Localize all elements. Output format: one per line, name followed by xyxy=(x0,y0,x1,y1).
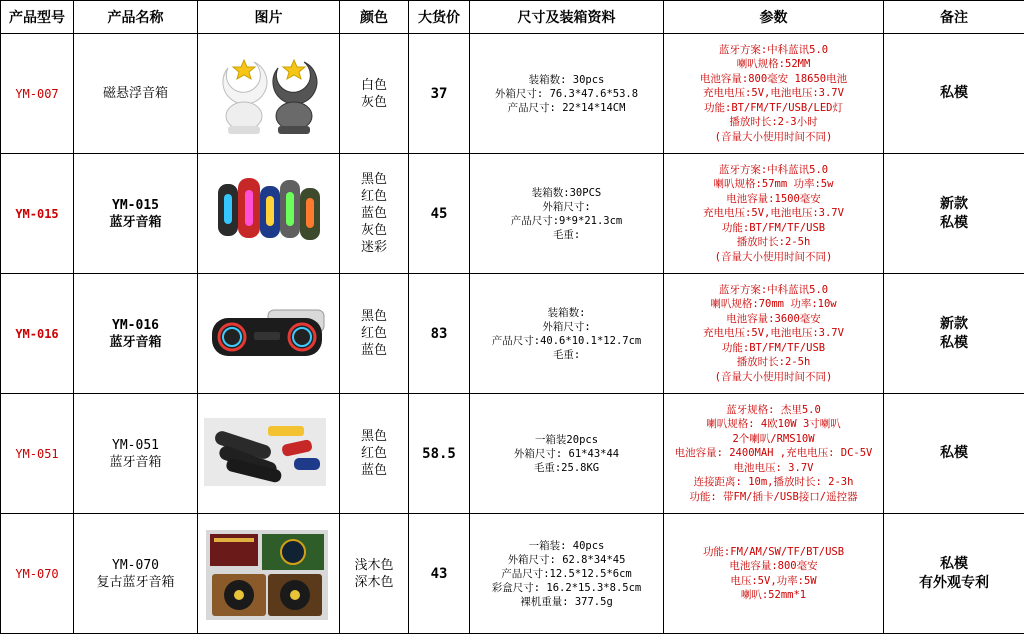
param-line: 喇叭规格: 4欧10W 3寸喇叭 xyxy=(706,418,841,431)
param-line: 蓝牙方案:中科蓝讯5.0 xyxy=(718,163,829,176)
param-line: 功能: 带FM/插卡/USB接口/遥控器 xyxy=(689,490,858,503)
size-line: 装箱数:30PCS xyxy=(531,186,602,199)
note-line: 新款 xyxy=(940,195,968,212)
color-item: 蓝色 xyxy=(360,206,387,221)
param-line: 电池容量: 2400MAH ,充电电压: DC-5V xyxy=(674,447,873,460)
name-line: YM-070 xyxy=(112,557,159,573)
color-item: 黑色 xyxy=(360,172,387,187)
table-header-row xyxy=(1,1,1024,34)
image-cell xyxy=(198,394,340,514)
header-image: 图片 xyxy=(198,1,340,34)
color-item: 灰色 xyxy=(360,223,387,238)
model-cell: YM-015 xyxy=(1,154,74,274)
size-cell xyxy=(470,34,664,154)
color-cell xyxy=(340,394,409,514)
header-color: 颜色 xyxy=(340,1,409,34)
color-item: 浅木色 xyxy=(354,557,394,573)
note-cell xyxy=(884,514,1024,634)
params-cell xyxy=(664,154,884,274)
color-item: 红色 xyxy=(360,326,387,341)
size-line: 外箱尺寸: xyxy=(542,320,591,333)
size-line: 外箱尺寸: xyxy=(542,200,591,213)
price-cell: 37 xyxy=(409,34,470,154)
param-line: 电池容量:800毫安 18650电池 xyxy=(699,72,848,85)
size-line: 彩盒尺寸: 16.2*15.3*8.5cm xyxy=(491,581,642,594)
cylinder-speakers-icon xyxy=(216,174,322,254)
note-cell xyxy=(884,154,1024,274)
name-line: 蓝牙音箱 xyxy=(109,214,162,230)
color-item: 蓝色 xyxy=(360,343,387,358)
name-line: 复古蓝牙音箱 xyxy=(96,574,175,590)
size-line: 毛重: xyxy=(552,228,581,241)
size-line: 一箱装: 40pcs xyxy=(528,539,605,552)
params-cell xyxy=(664,514,884,634)
param-line: 电池容量:3600毫安 xyxy=(726,312,821,325)
param-line: 功能:FM/AM/SW/TF/BT/USB xyxy=(702,545,845,558)
param-line: 功能:BT/FM/TF/USB xyxy=(721,221,826,234)
param-line: 蓝牙规格: 杰里5.0 xyxy=(726,403,821,416)
speaker-moon-star-icon xyxy=(214,48,324,138)
header-params: 参数 xyxy=(664,1,884,34)
name-cell xyxy=(74,514,198,634)
bar-speaker-icon xyxy=(210,308,328,360)
table-row xyxy=(1,514,1024,634)
note-line: 有外观专利 xyxy=(919,574,989,591)
name-cell xyxy=(74,34,198,154)
header-model: 产品型号 xyxy=(1,1,74,34)
param-line: 功能:BT/FM/TF/USB/LED灯 xyxy=(704,101,843,114)
param-line: 电池容量:1500毫安 xyxy=(726,192,821,205)
color-item: 白色 xyxy=(360,77,387,93)
note-line: 私模 xyxy=(940,85,968,101)
color-item: 蓝色 xyxy=(360,463,387,478)
header-note: 备注 xyxy=(884,1,1024,34)
header-size: 尺寸及装箱资料 xyxy=(470,1,664,34)
name-line: 蓝牙音箱 xyxy=(109,454,162,470)
note-line: 私模 xyxy=(940,555,968,572)
color-cell xyxy=(340,514,409,634)
image-cell xyxy=(198,514,340,634)
param-line: 播放时长:2-5h xyxy=(736,236,811,249)
param-line: 2个喇叭/RMS10W xyxy=(732,432,815,445)
size-line: 裸机重量: 377.5g xyxy=(520,595,613,608)
table-row xyxy=(1,394,1024,514)
name-line: 蓝牙音箱 xyxy=(109,334,162,350)
image-cell xyxy=(198,34,340,154)
model-cell: YM-051 xyxy=(1,394,74,514)
name-line: YM-051 xyxy=(112,437,159,453)
param-line: 电池电压: 3.7V xyxy=(733,461,814,474)
model-cell: YM-070 xyxy=(1,514,74,634)
size-line: 装箱数: 30pcs xyxy=(528,73,605,86)
params-cell xyxy=(664,274,884,394)
model-cell: YM-007 xyxy=(1,34,74,154)
param-line: 功能:BT/FM/TF/USB xyxy=(721,341,826,354)
size-cell xyxy=(470,394,664,514)
name-line: 磁悬浮音箱 xyxy=(102,86,168,101)
param-line: (音量大小使用时间不同) xyxy=(714,370,833,383)
size-line: 产品尺寸:9*9*21.3cm xyxy=(510,214,623,227)
size-line: 产品尺寸: 22*14*14CM xyxy=(507,101,626,114)
image-cell xyxy=(198,274,340,394)
table-row xyxy=(1,274,1024,394)
params-cell xyxy=(664,394,884,514)
size-line: 外箱尺寸: 61*43*44 xyxy=(513,447,620,460)
header-price: 大货价 xyxy=(409,1,470,34)
color-item: 红色 xyxy=(360,446,387,461)
table-row xyxy=(1,34,1024,154)
param-line: 播放时长:2-5h xyxy=(736,356,811,369)
param-line: 喇叭:52mm*1 xyxy=(740,589,807,601)
param-line: 喇叭规格:57mm 功率:5w xyxy=(713,178,834,191)
param-line: 喇叭规格:70mm 功率:10w xyxy=(710,298,837,311)
size-line: 外箱尺寸: 62.8*34*45 xyxy=(507,553,626,566)
name-cell xyxy=(74,154,198,274)
note-line: 新款 xyxy=(940,315,968,332)
param-line: 电压:5V,功率:5W xyxy=(730,574,817,587)
param-line: 充电电压:5V,电池电压:3.7V xyxy=(703,87,844,100)
color-item: 灰色 xyxy=(360,94,387,110)
price-cell: 58.5 xyxy=(409,394,470,514)
color-item: 深木色 xyxy=(354,574,394,590)
size-line: 毛重:25.8KG xyxy=(533,461,600,474)
retro-turntable-speaker-icon xyxy=(206,530,328,620)
note-cell xyxy=(884,274,1024,394)
size-line: 产品尺寸:40.6*10.1*12.7cm xyxy=(491,334,642,347)
name-cell xyxy=(74,394,198,514)
param-line: 充电电压:5V,电池电压:3.7V xyxy=(703,207,844,220)
model-cell: YM-016 xyxy=(1,274,74,394)
size-line: 外箱尺寸: 76.3*47.6*53.8 xyxy=(494,87,639,100)
note-cell xyxy=(884,394,1024,514)
name-cell xyxy=(74,274,198,394)
param-line: (音量大小使用时间不同) xyxy=(714,130,833,143)
color-item: 迷彩 xyxy=(360,240,387,255)
table-row xyxy=(1,154,1024,274)
color-item: 黑色 xyxy=(360,309,387,324)
param-line: 喇叭规格:52MM xyxy=(736,58,811,71)
param-line: (音量大小使用时间不同) xyxy=(714,250,833,263)
color-cell xyxy=(340,154,409,274)
name-line: YM-015 xyxy=(112,197,159,213)
param-line: 连接距离: 10m,播放时长: 2-3h xyxy=(693,476,854,489)
name-line: YM-016 xyxy=(112,317,159,333)
params-cell xyxy=(664,34,884,154)
param-line: 蓝牙方案:中科蓝讯5.0 xyxy=(718,283,829,296)
param-line: 播放时长:2-3小时 xyxy=(729,116,818,129)
price-cell: 43 xyxy=(409,514,470,634)
size-cell xyxy=(470,274,664,394)
tube-speakers-icon xyxy=(204,418,326,486)
price-cell: 45 xyxy=(409,154,470,274)
size-line: 一箱装20pcs xyxy=(534,433,599,446)
color-cell xyxy=(340,274,409,394)
color-item: 红色 xyxy=(360,189,387,204)
size-line: 产品尺寸:12.5*12.5*6cm xyxy=(501,567,632,580)
color-cell xyxy=(340,34,409,154)
size-cell xyxy=(470,514,664,634)
color-item: 黑色 xyxy=(360,429,387,444)
image-cell xyxy=(198,154,340,274)
size-line: 装箱数: xyxy=(547,306,586,319)
size-line: 毛重: xyxy=(552,348,581,361)
param-line: 电池容量:800毫安 xyxy=(729,560,818,572)
param-line: 蓝牙方案:中科蓝讯5.0 xyxy=(718,43,829,56)
param-line: 充电电压:5V,电池电压:3.7V xyxy=(703,327,844,340)
note-line: 私模 xyxy=(940,214,968,231)
note-cell xyxy=(884,34,1024,154)
price-cell: 83 xyxy=(409,274,470,394)
note-line: 私模 xyxy=(940,445,968,461)
header-name: 产品名称 xyxy=(74,1,198,34)
size-cell xyxy=(470,154,664,274)
note-line: 私模 xyxy=(940,334,968,351)
